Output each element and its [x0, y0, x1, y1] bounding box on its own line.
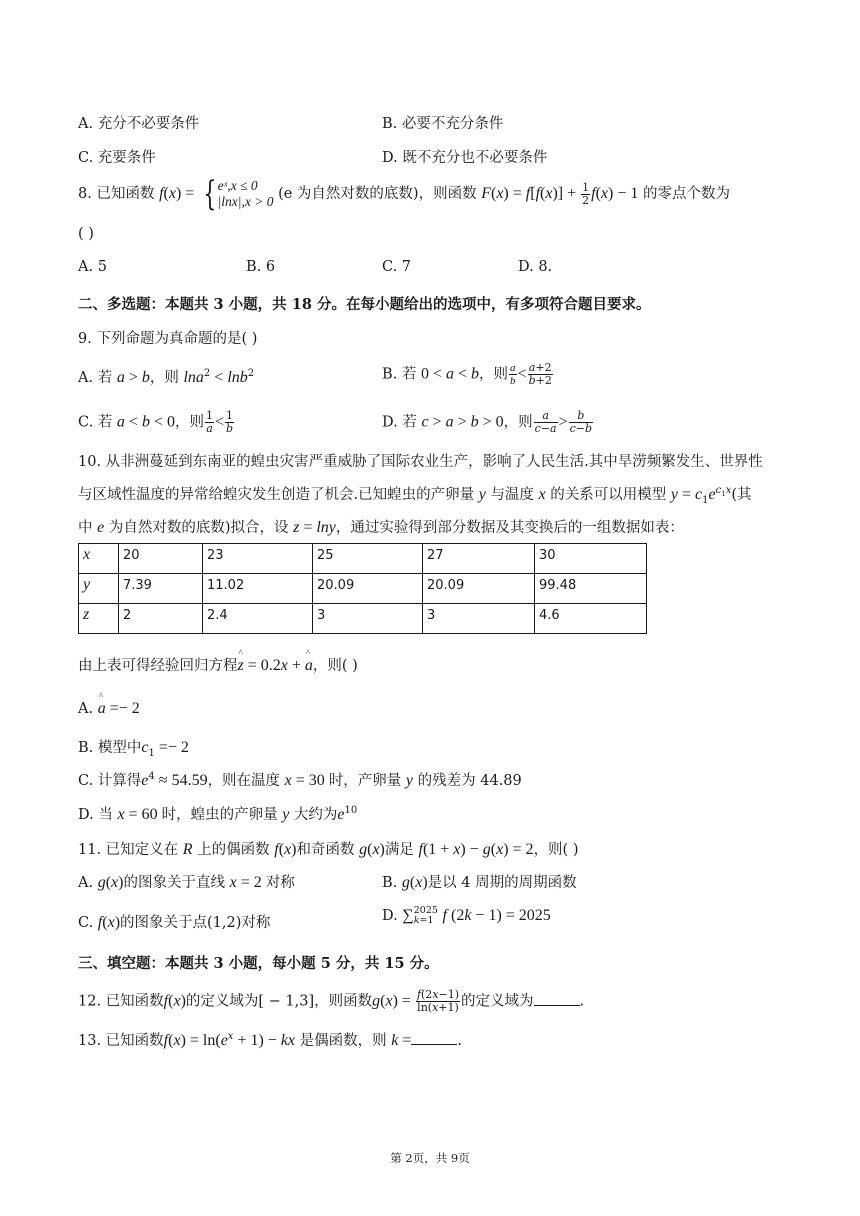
q11-option-b: B. g(x)是以 4 周期的周期函数 [382, 874, 577, 891]
q8-suffix: 的零点个数为 [643, 186, 730, 202]
table-cell: 20 [119, 544, 203, 574]
q9-option-b: B. 若 0 < a < b，则 $\frac{a}{b}$ < $\frac{a+2}{b+2}$ [382, 361, 552, 387]
q10-option-a: A. ^ a =− 2 [78, 700, 140, 718]
q7-option-d: D. 既不充分也不必要条件 [382, 150, 548, 166]
q9-stem: 9. 下列命题为真命题的是( ) [78, 331, 258, 347]
q11-stem: 11. 已知定义在 R 上的偶函数 f(x)和奇函数 g(x)满足 f(1 + x) − g(x) = 2，则( ) [78, 841, 579, 858]
q8-option-c: C. 7 [382, 259, 412, 275]
table-cell: 2 [119, 604, 203, 634]
table-cell: 99.48 [535, 574, 647, 604]
table-cell: 20.09 [313, 574, 423, 604]
section-3-heading: 三、填空题：本题共 3 小题，每小题 5 分，共 15 分。 [78, 955, 439, 972]
q8-mid: (e 为自然对数的底数)，则函数 [278, 186, 477, 202]
q8-brace: { [203, 174, 217, 214]
q10-option-b: B. 模型中$c_1 =- 2$ [78, 739, 189, 759]
q11-option-a: A. g(x)的图象关于直线 x = 2 对称 [78, 874, 295, 891]
q10-line-3: 中 e 为自然对数的底数)拟合，设 z = lny，通过实验得到部分数据及其变换后的一组数据如表： [78, 519, 684, 536]
table-cell: y [79, 574, 119, 604]
table-cell: 3 [423, 604, 535, 634]
q10-option-c: C. 计算得$e^4 \approx 54.59$，则在温度 x = 30 时，产卵量 y 的残差为 44.89 [78, 771, 522, 789]
table-cell: 25 [313, 544, 423, 574]
q8-stem: 8. 已知函数 f(x) = { eˣ,x ≤ 0 |lnx|,x > 0 (e 为自然对数的底数)，则函数 F(x) = f[f(x)] + $\frac{1}{2}$ f(x) − 1 的零点个数为 [78, 174, 730, 214]
q7-option-a: A. 充分不必要条件 [78, 116, 200, 132]
table-cell: 11.02 [203, 574, 313, 604]
q8-paren: ( ) [78, 226, 94, 242]
q13-stem: 13. 已知函数$f(x) = \ln(e^x + 1)$ − kx 是偶函数，则 k = . [78, 1031, 462, 1049]
q8-fx: f [159, 185, 164, 202]
q10-data-table [78, 543, 647, 634]
q11-option-c: C. f(x)的图象关于点(1,2)对称 [78, 914, 271, 931]
table-cell: 3 [313, 604, 423, 634]
table-cell: x [79, 544, 119, 574]
q8-option-d: D. 8. [518, 259, 553, 275]
q9-option-c: C. 若 a < b < 0，则 $\frac{1}{a}$ < $\frac{1}{b}$ [78, 409, 234, 435]
q13-answer-blank[interactable] [411, 1032, 457, 1045]
table-cell: 27 [423, 544, 535, 574]
table-cell: 23 [203, 544, 313, 574]
table-row [79, 604, 647, 634]
q12-stem: 12. 已知函数f(x)的定义域为[ − 1,3]，则函数g(x) = $\frac{f(2x-1)}{\ln(x+1)}$ 的定义域为 . [78, 988, 585, 1014]
table-cell: 4.6 [535, 604, 647, 634]
q10-regression: 由上表可得经验回归方程^ z = 0.2x + ^ a，则( ) [78, 654, 358, 675]
q10-line-1: 10. 从非洲蔓延到东南亚的蝗虫灾害严重威胁了国际农业生产，影响了人民生活.其中旱涝频繁发生、世界性 [78, 454, 763, 470]
page-footer: 第 2页，共 9页 [390, 1151, 470, 1165]
q11-option-d: D. ∑ 2025 k=1 f (2k − 1) = 2025 [382, 905, 551, 926]
table-cell: 2.4 [203, 604, 313, 634]
table-cell: 30 [535, 544, 647, 574]
table-cell: z [79, 604, 119, 634]
table-row [79, 574, 647, 604]
q7-option-b: B. 必要不充分条件 [382, 116, 504, 132]
q7-option-c: C. 充要条件 [78, 150, 156, 166]
q9-option-a: A. 若 a > b，则 lna$^2$ < lnb$^2$ [78, 368, 255, 386]
q8-cases: eˣ,x ≤ 0 |lnx|,x > 0 [217, 178, 274, 209]
q10-line-2: 与区域性温度的异常给蝗灾发生创造了机会.已知蝗虫的产卵量 y 与温度 x 的关系可以用模型 $y = c_1e^{c_1x}$(其 [78, 485, 752, 506]
q9-option-d: D. 若 c > a > b > 0，则 $\frac{a}{c-a}$ > $\frac{b}{c-b}$ [382, 409, 593, 435]
q10-option-d: D. 当 x = 60 时，蝗虫的产卵量 y 大约为$e^{10}$ [78, 805, 358, 823]
q8-option-a: A. 5 [78, 259, 107, 275]
table-cell: 7.39 [119, 574, 203, 604]
q8-option-b: B. 6 [246, 259, 276, 275]
section-2-heading: 二、多选题：本题共 3 小题，共 18 分。在每小题给出的选项中，有多项符合题目要求。 [78, 296, 651, 313]
q12-answer-blank[interactable] [534, 993, 580, 1006]
table-cell: 20.09 [423, 574, 535, 604]
q8-prefix: 8. 已知函数 [78, 186, 155, 202]
table-row [79, 544, 647, 574]
